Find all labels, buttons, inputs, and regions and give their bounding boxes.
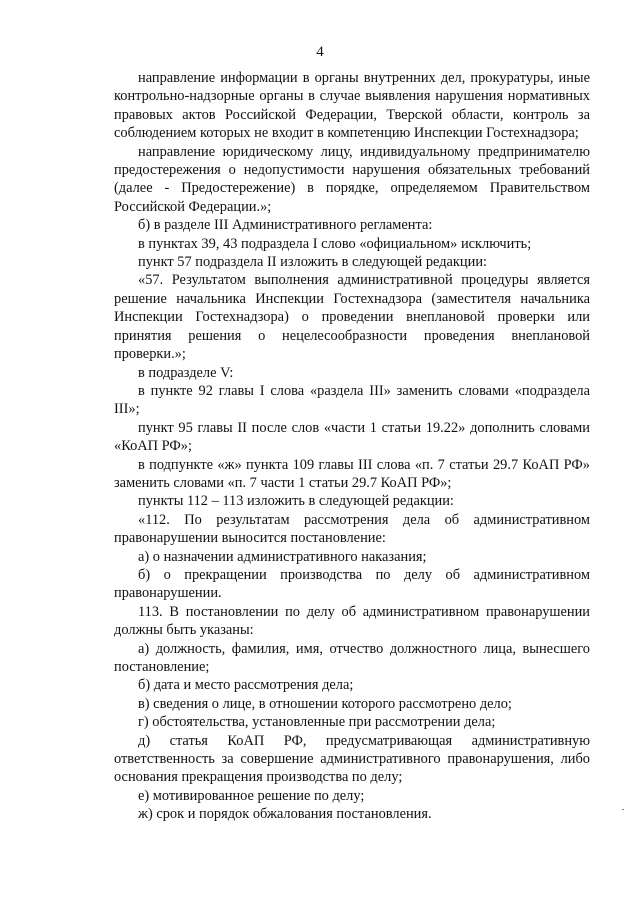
paragraph-point-57-text: «57. Результатом выполнения административной процедуры является решение начальника Инспекции Гостехнадзора (заместителя начальника Инспекции Гостехнадзора) о проведении внеплановой проверки или принятия решения о нецелесообразности проведения внеплановой проверки.»; bbox=[114, 272, 590, 363]
paragraph-point-57: пункт 57 подраздела II изложить в следующей редакции: bbox=[138, 254, 488, 271]
paragraph-item-a-punishment: а) о назначении административного наказания; bbox=[138, 548, 427, 565]
paragraph-point-95: пункт 95 главы II после слов «части 1 статьи 19.22» дополнить словами «КоАП РФ»; bbox=[114, 419, 590, 455]
paragraph-points-112-113: пункты 112 – 113 изложить в следующей редакции: bbox=[138, 493, 454, 510]
paragraph-subsection-v: в подразделе V: bbox=[138, 364, 234, 381]
paragraph-info-to-authorities: направление информации в органы внутренних дел, прокуратуры, иные контрольно-надзорные органы в случае выявления нарушения нормативных правовых актов Российской Федерации, Тверской области, контроль за соблюдением которых не входит в компетенцию Инспекции Гостехнадзора; bbox=[114, 70, 590, 142]
paragraph-section-iii: б) в разделе III Административного регламента: bbox=[138, 217, 433, 234]
paragraph-point-112: «112. По результатам рассмотрения дела об административном правонарушении выносится постановление: bbox=[114, 511, 590, 547]
paragraph-item-b-date-place: б) дата и место рассмотрения дела; bbox=[138, 677, 354, 694]
paragraph-item-zh-appeal: ж) срок и порядок обжалования постановления. bbox=[138, 806, 432, 823]
paragraph-points-39-43: в пунктах 39, 43 подраздела I слово «официальном» исключить; bbox=[138, 235, 532, 252]
document-body bbox=[114, 69, 590, 824]
paragraph-item-d-article: д) статья КоАП РФ, предусматривающая административную ответственность за совершение административного правонарушения, либо основания прекращения производства по делу; bbox=[114, 732, 590, 786]
paragraph-point-92: в пункте 92 главы I слова «раздела III» заменить словами «подраздела III»; bbox=[114, 382, 590, 418]
paragraph-item-b-termination: б) о прекращении производства по делу об административном правонарушении. bbox=[114, 566, 590, 602]
paragraph-point-113: 113. В постановлении по делу об административном правонарушении должны быть указаны: bbox=[114, 603, 590, 639]
paragraph-warning-notice: направление юридическому лицу, индивидуальному предпринимателю предостережения о недопустимости нарушения обязательных требований (далее - Предостережение) в порядке, определяемом Правительством Российской Федерации.»; bbox=[114, 143, 590, 215]
scan-speck bbox=[622, 809, 624, 810]
paragraph-point-109: в подпункте «ж» пункта 109 главы III слова «п. 7 статьи 29.7 КоАП РФ» заменить словами «п. 7 части 1 статьи 29.7 КоАП РФ»; bbox=[114, 456, 590, 491]
paragraph-item-a-official: а) должность, фамилия, имя, отчество должностного лица, вынесшего постановление; bbox=[114, 640, 590, 675]
paragraph-item-e-decision: е) мотивированное решение по делу; bbox=[138, 787, 365, 804]
page-number: 4 bbox=[316, 44, 324, 60]
paragraph-item-v-person: в) сведения о лице, в отношении которого рассмотрено дело; bbox=[138, 695, 512, 712]
paragraph-item-g-circumstances: г) обстоятельства, установленные при рассмотрении дела; bbox=[138, 714, 496, 731]
